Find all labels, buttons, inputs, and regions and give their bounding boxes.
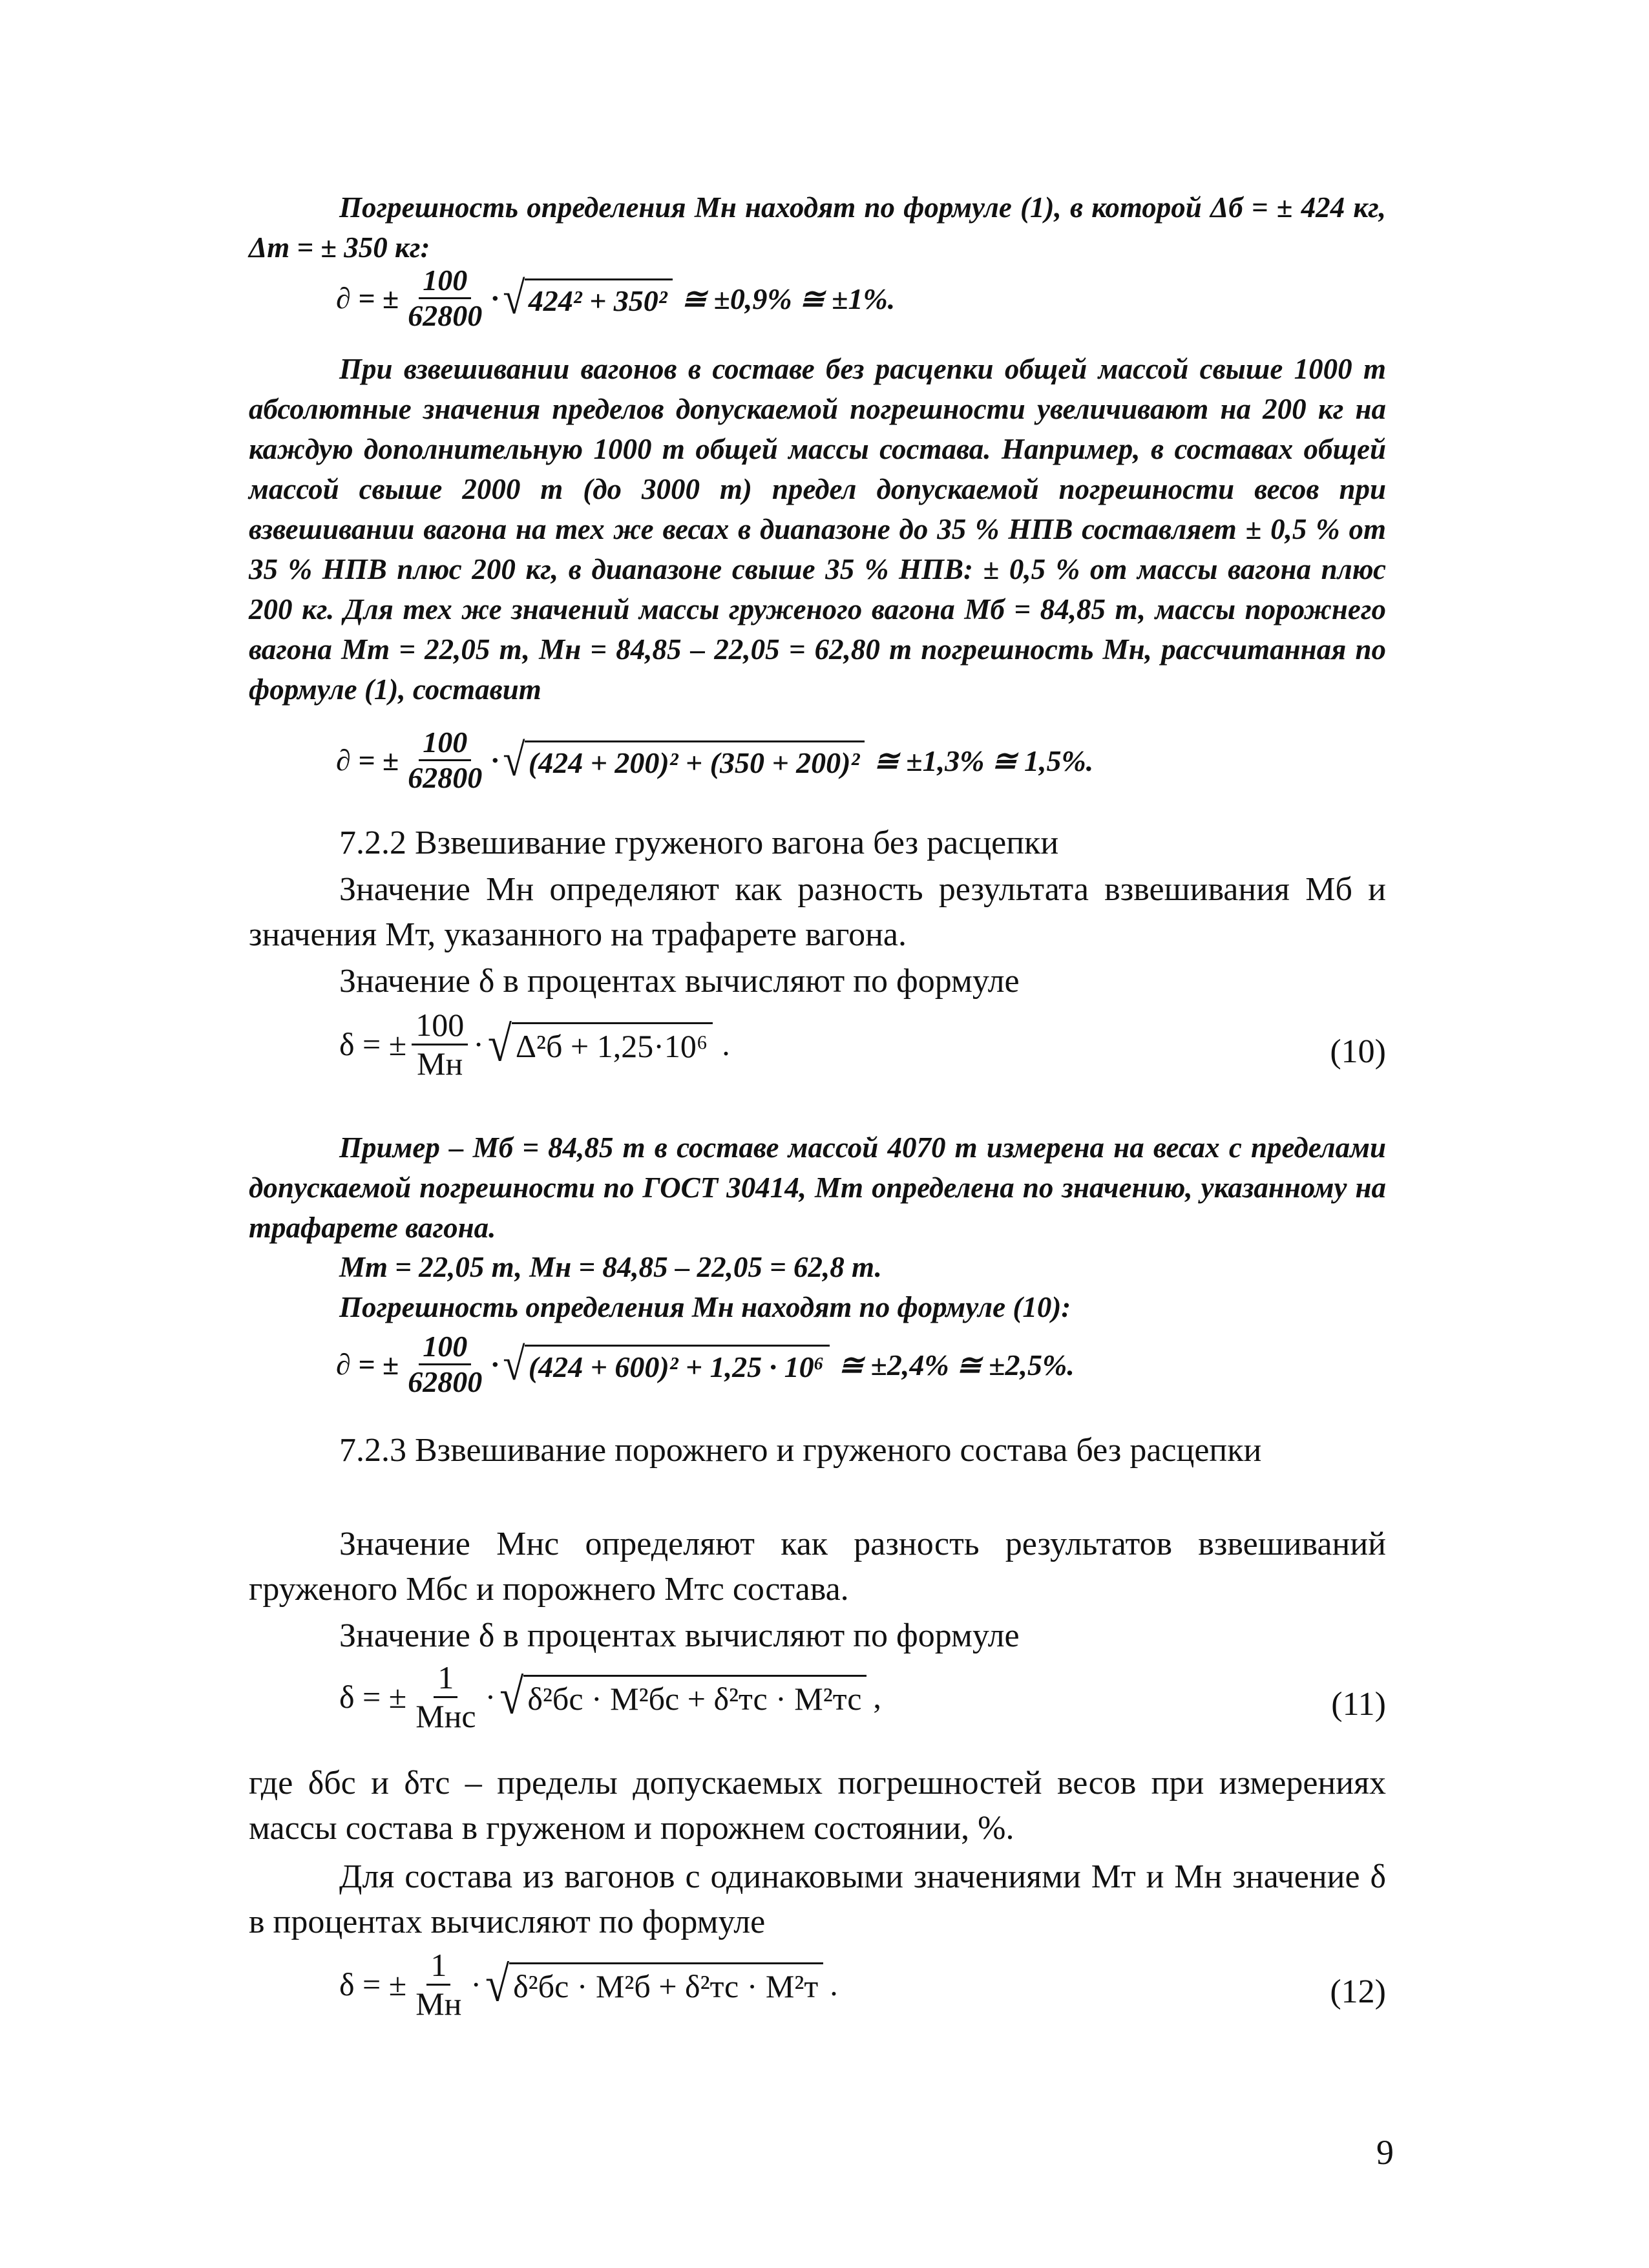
paragraph-delta-definition: где δбс и δтс – пределы допускаемых погрешностей весов при измерениях массы состава в груженом и порожнем состоянии, %. (249, 1765, 1386, 1847)
paragraph-error-formula-1: Погрешность определения Mн находят по формуле (1), в которой Δб = ± 424 кг, Δт = ± 350 кг: (249, 191, 1386, 264)
radicand: (424 + 600)² + 1,25 · 10⁶ (525, 1345, 830, 1385)
paragraph-mn-definition: Значение Mн определяют как разность результата взвешивания Mб и значения Mт, указанного на трафарете вагона. (249, 871, 1386, 953)
fraction-numerator: 1 (426, 1948, 450, 1986)
equation-rhs: , (873, 1679, 881, 1715)
paragraph-formula-ref-10: Погрешность определения Mн находят по формуле (10): (339, 1291, 1071, 1323)
fraction-denominator: Mн (417, 1045, 463, 1082)
radical-sign-icon: √ (502, 1339, 525, 1390)
equation-number-11: (11) (1331, 1686, 1386, 1723)
fraction-numerator: 100 (419, 265, 471, 299)
equation-row-12 (249, 1948, 1386, 2045)
radical-sign-icon: √ (502, 273, 525, 324)
section-heading-7-2-2: 7.2.2 Взвешивание груженого вагона без расцепки (339, 824, 1059, 861)
equation-rhs: ≅ ±1,3% ≅ 1,5%. (874, 744, 1094, 777)
paragraph-formula-intro-12: Для состава из вагонов с одинаковыми значениями Mт и Mн значение δ в процентах вычисляют по формуле (249, 1858, 1386, 1940)
radical-sign-icon: √ (502, 735, 525, 786)
equation-row-10 (249, 1008, 1386, 1105)
square-root (499, 1668, 867, 1725)
radicand: δ²бс · M²бс + δ²тс · M²тс (523, 1675, 867, 1719)
fraction-numerator: 100 (419, 1331, 471, 1365)
equation-rhs: . (830, 1966, 838, 2002)
equation-12 (339, 1948, 838, 2021)
equation-10 (339, 1008, 730, 1080)
equation-rhs: ≅ ±2,4% ≅ ±2,5%. (838, 1348, 1075, 1381)
square-root (502, 273, 673, 324)
radical-sign-icon: √ (487, 1016, 512, 1072)
square-root (502, 735, 865, 786)
fraction (404, 1331, 486, 1398)
page-number: 9 (1376, 2133, 1394, 2172)
multiply-dot: · (473, 1026, 484, 1062)
multiply-dot: · (485, 1679, 496, 1715)
square-root (502, 1339, 830, 1390)
fraction (412, 1008, 468, 1080)
fraction-denominator: 62800 (408, 1365, 483, 1399)
paragraph-example: Пример – Mб = 84,85 т в составе массой 4070 т измерена на весах с пределами допускаемой погрешности по ГОСТ 30414, Mт определена по значению, указанному на трафарете вагона. (249, 1131, 1386, 1244)
paragraph-formula-intro-11: Значение δ в процентах вычисляют по формуле (339, 1617, 1020, 1654)
equation-number-10: (10) (1330, 1033, 1386, 1070)
radicand: (424 + 200)² + (350 + 200)² (525, 740, 865, 781)
fraction (404, 727, 486, 794)
section-heading-7-2-3: 7.2.3 Взвешивание порожнего и груженого состава без расцепки (339, 1432, 1262, 1469)
multiply-dot: · (470, 1966, 482, 2002)
paragraph-mnc-definition: Значение Mнс определяют как разность результатов взвешиваний груженого Mбс и порожнего Mтс состава. (249, 1526, 1386, 1608)
equation-example-2 (336, 727, 1093, 794)
equation-lhs: ∂ = ± (336, 282, 399, 315)
fraction-denominator: 62800 (408, 299, 483, 333)
equation-row-11 (249, 1661, 1386, 1758)
equation-rhs: ≅ ±0,9% ≅ ±1%. (681, 282, 896, 315)
fraction-numerator: 100 (412, 1008, 468, 1045)
equation-number-12: (12) (1330, 1973, 1386, 2010)
multiply-dot: · (491, 744, 499, 777)
fraction (412, 1948, 465, 2021)
fraction (412, 1661, 479, 1733)
equation-rhs: . (722, 1026, 730, 1062)
radical-sign-icon: √ (499, 1668, 524, 1725)
radicand: 424² + 350² (525, 278, 673, 319)
equation-example-3 (336, 1331, 1075, 1398)
square-root (485, 1956, 823, 2012)
radicand: Δ²б + 1,25·10⁶ (512, 1022, 713, 1066)
radicand: δ²бс · M²б + δ²тс · M²т (509, 1962, 823, 2006)
multiply-dot: · (491, 1348, 499, 1381)
equation-lhs: ∂ = ± (336, 1348, 399, 1381)
equation-11 (339, 1661, 881, 1733)
equation-lhs: ∂ = ± (336, 744, 399, 777)
paragraph-heavy-trains: При взвешивании вагонов в составе без расцепки общей массой свыше 1000 т абсолютные значения пределов допускаемой погрешности увеличивают на 200 кг на каждую дополнительную 1000 т общей массы состава. Например, в составах общей массой свыше 2000 т (до 3000 т) предел допускаемой погрешности весов при взвешивании вагона на тех же весах в диапазоне до 35 % НПВ составляет ± 0,5 % от 35 % НПВ плюс 200 кг, в диапазоне свыше 35 % НПВ: ± 0,5 % от массы вагона плюс 200 кг. Для тех же значений массы груженого вагона Mб = 84,85 т, массы порожнего вагона Mт = 22,05 т, Mн = 84,85 – 22,05 = 62,80 т погрешность Mн, рассчитанная по формуле (1), составит (249, 353, 1386, 706)
paragraph-formula-intro-10: Значение δ в процентах вычисляют по формуле (339, 963, 1020, 1000)
equation-lhs: δ = ± (339, 1966, 407, 2002)
multiply-dot: · (491, 282, 499, 315)
radical-sign-icon: √ (485, 1956, 510, 2012)
fraction-denominator: Mнс (415, 1697, 476, 1734)
square-root (487, 1016, 713, 1072)
equation-example-1 (336, 265, 895, 332)
fraction-denominator: 62800 (408, 761, 483, 795)
equation-lhs: δ = ± (339, 1026, 407, 1062)
equation-lhs: δ = ± (339, 1679, 407, 1715)
fraction-denominator: Mн (415, 1985, 462, 2022)
fraction-numerator: 100 (419, 727, 471, 761)
fraction (404, 265, 486, 332)
paragraph-example-values: Mт = 22,05 т, Mн = 84,85 – 22,05 = 62,8 т. (339, 1251, 882, 1283)
fraction-numerator: 1 (434, 1661, 457, 1698)
